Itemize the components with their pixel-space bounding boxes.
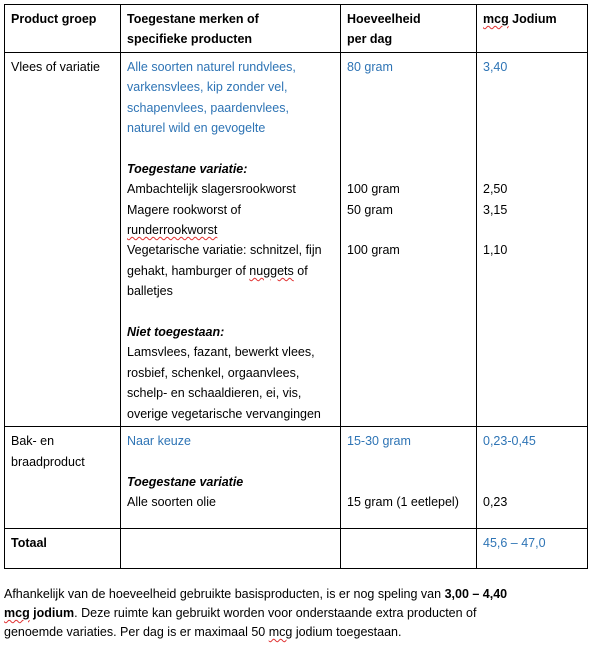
bake-products-cell: Naar keuze Toegestane variatie Alle soorten olie xyxy=(121,427,341,529)
meat-variation-heading: Toegestane variatie: xyxy=(127,161,248,176)
header-product-group: Product groep xyxy=(5,5,121,53)
header-iodine: mcg Jodium xyxy=(477,5,588,53)
table-row-total xyxy=(5,529,588,569)
bake-variation-heading: Toegestane variatie xyxy=(127,474,244,489)
header-allowed-brands: Toegestane merken of specifieke producten xyxy=(121,5,341,53)
meat-group-cell: Vlees of variatie xyxy=(5,52,121,426)
bake-iodine-cell: 0,23-0,45 0,23 xyxy=(477,427,588,529)
total-label-cell: Totaal xyxy=(5,529,121,569)
total-empty-cell-amount xyxy=(341,529,477,569)
meat-products-cell: Alle soorten naturel rundvlees, varkensvlees, kip zonder vel, schapenvlees, paardenvlees, naturel wild en gevogelte Toegestane variatie: Ambachtelijk slagersrookworst Magere rookworst of runderrookworst Vegetarische variatie: schnitzel, fijn gehakt, hamburger of nuggets of balletjes Niet toegestaan: Lamsvlees, fazant, bewerkt vlees, rosbief, schenkel, orgaanvlees, schelp- en schaaldieren, ei, vis, overige vegetarische vervangingen xyxy=(121,52,341,426)
bake-group-cell: Bak- en braadproduct xyxy=(5,427,121,529)
bake-amount-cell: 15-30 gram 15 gram (1 eetlepel) xyxy=(341,427,477,529)
header-row xyxy=(5,5,588,53)
meat-not-allowed-heading: Niet toegestaan: xyxy=(127,325,225,340)
meat-iodine-cell: 3,40 2,50 3,15 1,10 xyxy=(477,52,588,426)
total-empty-cell-products xyxy=(121,529,341,569)
table-row-bake xyxy=(5,427,588,529)
table-row-meat xyxy=(5,52,588,426)
note-paragraph: Afhankelijk van de hoeveelheid gebruikte basisproducten, is er nog speling van 3,00 – 4,40 mcg jodium. Deze ruimte kan gebruikt worden voor onderstaande extra producten of genoemde variaties. Per dag is er maximaal 50 mcg jodium toegestaan. xyxy=(4,587,508,639)
total-iodine-cell: 45,6 – 47,0 xyxy=(477,529,588,569)
iodine-table xyxy=(4,4,588,569)
header-amount-per-day: Hoeveelheid per dag xyxy=(341,5,477,53)
meat-amount-cell: 80 gram 100 gram 50 gram 100 gram xyxy=(341,52,477,426)
